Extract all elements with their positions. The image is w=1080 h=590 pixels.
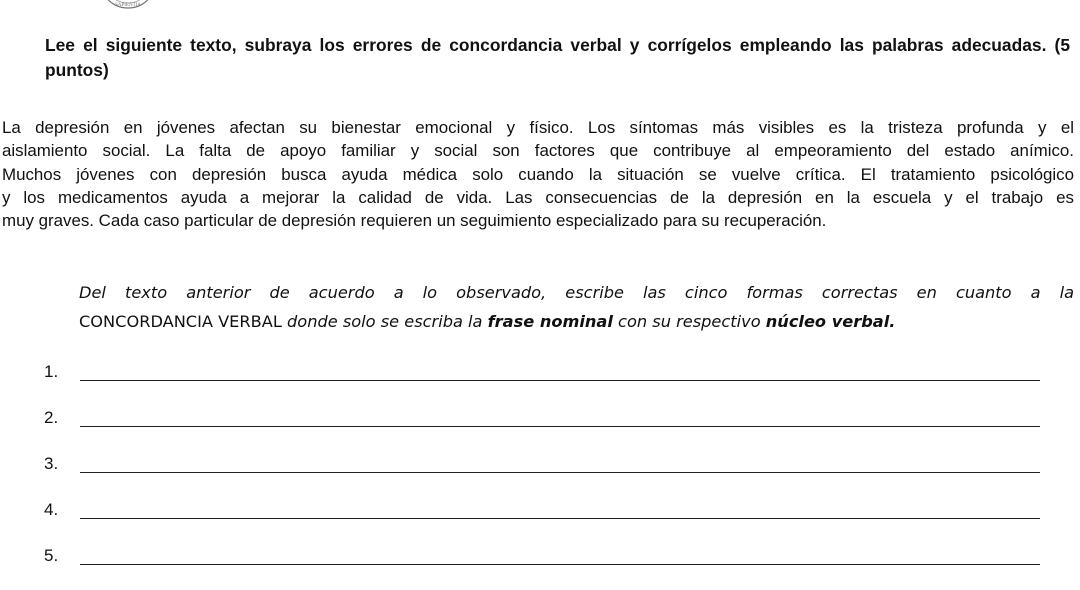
answer-number: 4. (44, 500, 59, 519)
passage-line: Muchos jóvenes con depresión busca ayuda médica solo cuando la situación se vuelve crítica. El tratamiento psicológico (2, 164, 1074, 184)
answer-line[interactable] (80, 518, 1040, 519)
answer-number: 3. (44, 454, 59, 473)
passage-line: aislamiento social. La falta de apoyo familiar y social son factores que contribuye al empeoramiento del estado anímico. (2, 141, 1074, 161)
passage-line: muy graves. Cada caso particular de depresión requieren un seguimiento especializado para su recuperación. (2, 211, 827, 231)
answer-number: 1. (44, 362, 59, 381)
task-mid2: con su respectivo (618, 312, 761, 331)
school-seal-icon (98, 0, 158, 10)
answer-item (44, 406, 1044, 452)
task-line-2 (79, 307, 1074, 336)
answer-item (44, 544, 1044, 590)
seal-text: SAPIENTIA (115, 3, 141, 8)
answer-line[interactable] (80, 472, 1040, 473)
passage-line: y los medicamentos ayuda a mejorar la calidad de vida. Las consecuencias de la depresión en la escuela y el trabajo es (2, 187, 1074, 207)
answer-item (44, 360, 1044, 406)
answer-number: 2. (44, 408, 59, 427)
task-end: . (889, 312, 896, 331)
passage-line: La depresión en jóvenes afectan su bienestar emocional y físico. Los síntomas más visibles es la tristeza profunda y el (2, 118, 1074, 137)
task-mid: donde solo se escriba la (287, 312, 483, 331)
answer-line[interactable] (80, 380, 1040, 381)
task-caps: CONCORDANCIA VERBAL (79, 312, 282, 331)
reading-passage (2, 116, 1074, 232)
task-bold-verb: núcleo verbal (765, 312, 890, 331)
answer-line[interactable] (80, 426, 1040, 427)
task-instruction (79, 278, 1074, 336)
answer-item (44, 498, 1044, 544)
task-bold-phrase: frase nominal (487, 312, 613, 331)
answer-item (44, 452, 1044, 498)
answer-list (44, 360, 1044, 590)
answer-line[interactable] (80, 564, 1040, 565)
task-line-1: Del texto anterior de acuerdo a lo observado, escribe las cinco formas correctas en cuanto a la (79, 283, 1074, 302)
instruction-heading: Lee el siguiente texto, subraya los errores de concordancia verbal y corrígelos empleando las palabras adecuadas. (5 puntos) (45, 35, 1070, 80)
answer-number: 5. (44, 546, 59, 565)
